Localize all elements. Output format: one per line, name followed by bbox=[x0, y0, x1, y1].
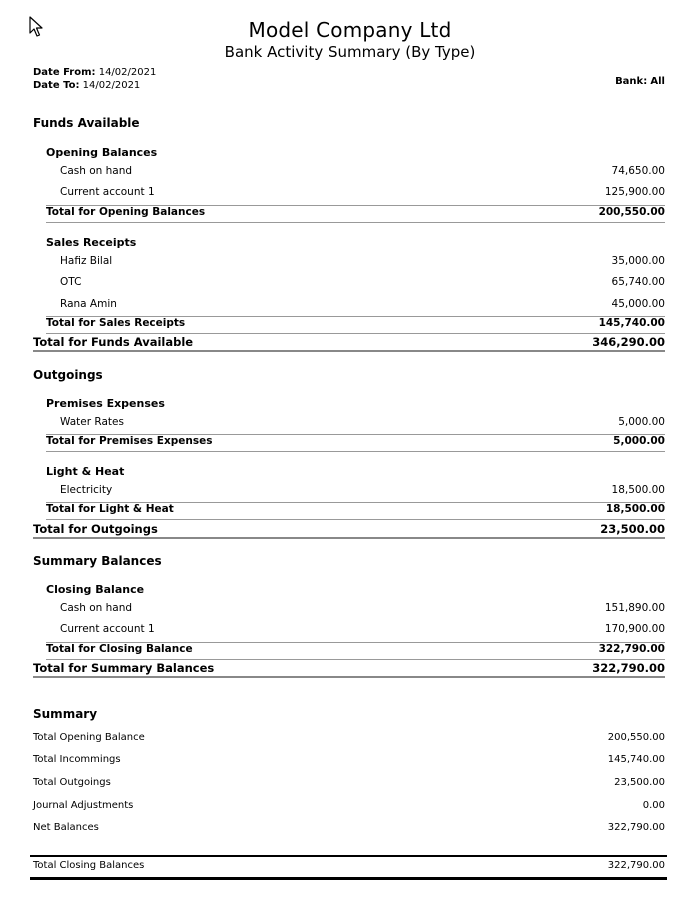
summary-row: Journal Adjustments 0.00 bbox=[33, 800, 665, 811]
summary-divider-top bbox=[30, 855, 667, 857]
section-outgoings: Outgoings bbox=[33, 368, 103, 382]
line-item: Current account 1 170,900.00 bbox=[60, 623, 665, 635]
section-funds-available: Funds Available bbox=[33, 116, 140, 130]
bank-filter bbox=[615, 76, 665, 87]
total-outgoings: Total for Outgoings 23,500.00 bbox=[33, 522, 665, 539]
report-title: Bank Activity Summary (By Type) bbox=[224, 43, 476, 61]
date-range bbox=[33, 66, 156, 92]
group-sales-receipts: Sales Receipts bbox=[46, 236, 137, 249]
total-summary-balances: Total for Summary Balances 322,790.00 bbox=[33, 661, 665, 678]
date-to-label: Date To: bbox=[33, 80, 80, 91]
line-item: OTC 65,740.00 bbox=[60, 276, 665, 288]
summary-row: Net Balances 322,790.00 bbox=[33, 822, 665, 833]
summary-row: Total Incommings 145,740.00 bbox=[33, 754, 665, 765]
section-summary-balances: Summary Balances bbox=[33, 554, 162, 568]
group-opening-balances: Opening Balances bbox=[46, 146, 158, 159]
section-summary: Summary bbox=[33, 707, 98, 721]
bank-value: All bbox=[650, 76, 665, 87]
line-item: Current account 1 125,900.00 bbox=[60, 186, 665, 198]
subtotal-closing-balance: Total for Closing Balance 322,790.00 bbox=[46, 642, 665, 660]
group-closing-balance: Closing Balance bbox=[46, 583, 145, 596]
line-item: Hafiz Bilal 35,000.00 bbox=[60, 255, 665, 267]
company-name: Model Company Ltd bbox=[248, 18, 452, 42]
summary-row: Total Opening Balance 200,550.00 bbox=[33, 732, 665, 743]
line-item: Electricity 18,500.00 bbox=[60, 484, 665, 496]
subtotal-opening-balances: Total for Opening Balances 200,550.00 bbox=[46, 205, 665, 223]
total-funds-available: Total for Funds Available 346,290.00 bbox=[33, 335, 665, 352]
subtotal-sales-receipts: Total for Sales Receipts 145,740.00 bbox=[46, 316, 665, 334]
bank-label: Bank: bbox=[615, 76, 648, 87]
date-from-label: Date From: bbox=[33, 67, 96, 78]
summary-closing-row: Total Closing Balances 322,790.00 bbox=[33, 860, 665, 871]
subtotal-light-heat: Total for Light & Heat 18,500.00 bbox=[46, 502, 665, 520]
summary-divider-bottom bbox=[30, 877, 667, 880]
subtotal-premises-expenses: Total for Premises Expenses 5,000.00 bbox=[46, 434, 665, 452]
line-item: Cash on hand 151,890.00 bbox=[60, 602, 665, 614]
line-item: Rana Amin 45,000.00 bbox=[60, 298, 665, 310]
date-from-value: 14/02/2021 bbox=[98, 67, 157, 78]
group-light-heat: Light & Heat bbox=[46, 465, 125, 478]
line-item: Water Rates 5,000.00 bbox=[60, 416, 665, 428]
group-premises-expenses: Premises Expenses bbox=[46, 397, 165, 410]
date-to-value: 14/02/2021 bbox=[82, 80, 141, 91]
summary-row: Total Outgoings 23,500.00 bbox=[33, 777, 665, 788]
line-item: Cash on hand 74,650.00 bbox=[60, 165, 665, 177]
